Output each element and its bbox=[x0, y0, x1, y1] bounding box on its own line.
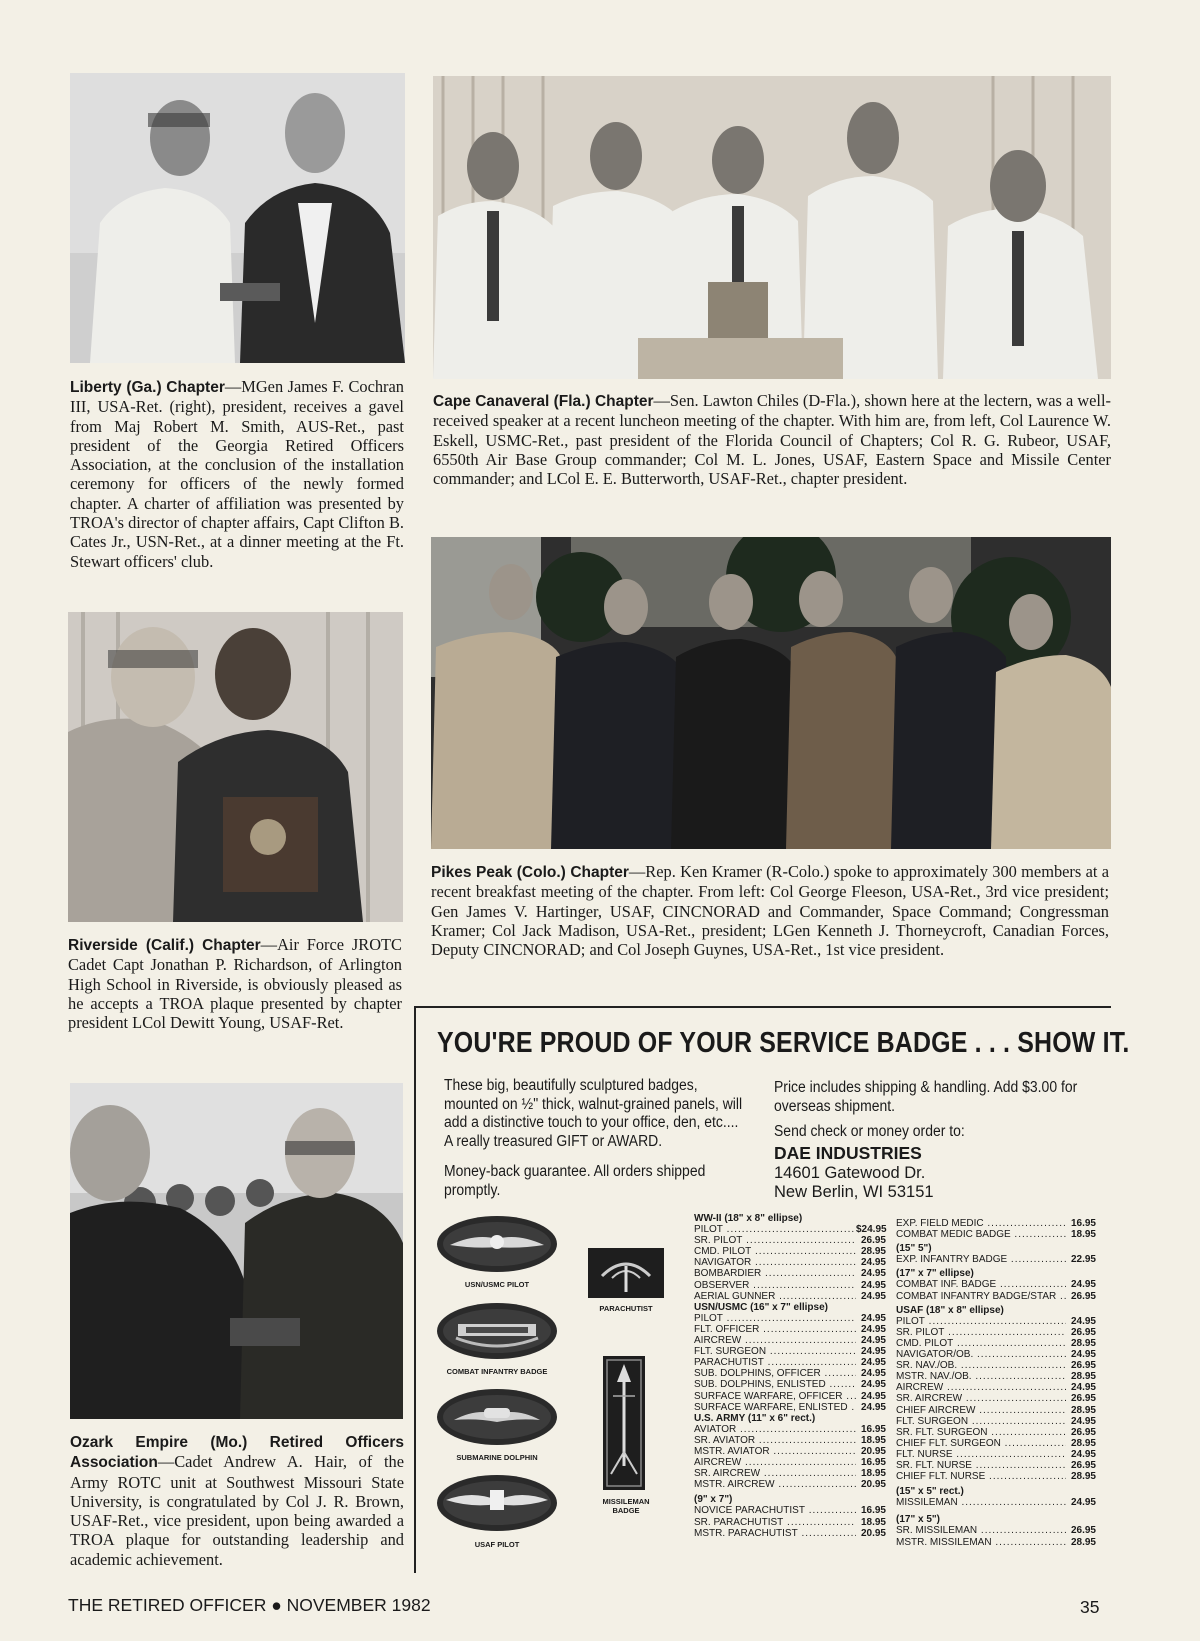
price-item-price: 26.95 bbox=[1070, 1525, 1096, 1537]
price-subheader: (9" x 7") bbox=[694, 1494, 733, 1506]
price-item-name: CHIEF FLT. SURGEON ..... bbox=[896, 1438, 1066, 1449]
caption-pikes-peak-lead: Pikes Peak (Colo.) Chapter bbox=[431, 864, 629, 881]
price-item-name: CHIEF FLT. NURSE ..... bbox=[896, 1471, 1066, 1482]
price-item-name: AIRCREW ..... bbox=[694, 1335, 856, 1346]
price-item-price: 18.95 bbox=[860, 1516, 886, 1528]
price-item-name: SR. MISSILEMAN ..... bbox=[896, 1525, 1066, 1536]
price-item-price: 22.95 bbox=[1070, 1254, 1096, 1266]
price-subheader: (15" 5") bbox=[896, 1243, 932, 1255]
price-item-name: SR. PILOT ..... bbox=[694, 1235, 856, 1246]
price-item[interactable] bbox=[694, 1402, 886, 1413]
price-item-price: 26.95 bbox=[1070, 1426, 1096, 1438]
price-item-price: 24.95 bbox=[860, 1290, 886, 1302]
price-item-price: 26.95 bbox=[1070, 1459, 1096, 1471]
price-item-price: 20.95 bbox=[860, 1479, 886, 1491]
price-item-price: 24.95 bbox=[860, 1379, 886, 1391]
price-item[interactable] bbox=[896, 1229, 1096, 1240]
price-item-price: 26.95 bbox=[1070, 1360, 1096, 1372]
price-item-name: AIRCREW ..... bbox=[694, 1457, 856, 1468]
price-item-name: FLT. OFFICER ..... bbox=[694, 1324, 856, 1335]
price-header: USAF (18" x 8" ellipse) bbox=[896, 1304, 1004, 1316]
price-item[interactable] bbox=[896, 1218, 1096, 1229]
price-item[interactable] bbox=[896, 1349, 1096, 1360]
caption-pikes-peak bbox=[431, 862, 1109, 959]
price-item-name: FLT. NURSE ..... bbox=[896, 1449, 1066, 1460]
price-item-price: 24.95 bbox=[1070, 1415, 1096, 1427]
price-header: U.S. ARMY (11" x 6" rect.) bbox=[694, 1412, 816, 1424]
price-item-name: SR. FLT. SURGEON ..... bbox=[896, 1427, 1066, 1438]
ad-guarantee: Money-back guarantee. All orders shipped promptly. bbox=[444, 1163, 706, 1199]
caption-riverside-text: —Air Force JROTC Cadet Capt Jonathan P. Richardson, of Arlington High School in Riverside, is obviously pleased as he accepts a TROA plaque presented by chapter president LCol Dewitt Young, USAF-Ret. bbox=[68, 935, 402, 1033]
missileman-badge-icon bbox=[603, 1356, 645, 1490]
ad-description: These big, beautifully sculptured badges, mounted on ½" thick, walnut-grained panels, will add a distinctive touch to your office, den, etc.... A really treasured GIFT or AWARD. bbox=[444, 1077, 743, 1150]
price-item-name: PILOT ..... bbox=[896, 1316, 1066, 1327]
price-item[interactable] bbox=[694, 1280, 886, 1291]
price-item-price: 24.95 bbox=[860, 1323, 886, 1335]
ad-company-name: DAE INDUSTRIES bbox=[774, 1143, 922, 1163]
ad-street-address: 14601 Gatewood Dr. bbox=[774, 1164, 926, 1182]
price-item[interactable] bbox=[896, 1405, 1096, 1416]
price-item[interactable] bbox=[694, 1517, 886, 1528]
footer-page-number: 35 bbox=[1080, 1597, 1100, 1617]
price-item-price: 16.95 bbox=[860, 1423, 886, 1435]
price-item[interactable] bbox=[694, 1224, 886, 1235]
price-item-price: 24.95 bbox=[860, 1346, 886, 1358]
price-item[interactable] bbox=[896, 1471, 1096, 1482]
parachutist-badge-label: PARACHUTIST bbox=[599, 1304, 653, 1313]
price-item[interactable] bbox=[896, 1360, 1096, 1371]
price-item[interactable] bbox=[694, 1446, 886, 1457]
caption-cape-canaveral bbox=[433, 391, 1111, 488]
price-item-price: 16.95 bbox=[860, 1457, 886, 1469]
caption-pikes-peak-text: —Rep. Ken Kramer (R-Colo.) spoke to approximately 300 members at a recent breakfast meeting of the chapter. From left: Col George Fleeson, USA-Ret., 3rd vice president; Gen James V. Hartinger, USAF, CINCNORAD and Commander, Space Command; Congressman Kramer; Col Jack Madison, USA-Ret., president; LGen Kenneth J. Thorneycroft, Canadian Forces, Deputy CINCNORAD; and Col Joseph Guynes, USA-Ret., 1st vice president. bbox=[431, 862, 1109, 960]
usaf-pilot-badge-icon bbox=[436, 1474, 558, 1532]
price-item[interactable] bbox=[896, 1279, 1096, 1290]
price-item-price: 16.95 bbox=[1070, 1218, 1096, 1229]
ad-city-address: New Berlin, WI 53151 bbox=[774, 1183, 934, 1201]
price-item-price: 24.95 bbox=[1070, 1497, 1096, 1509]
price-item[interactable] bbox=[896, 1449, 1096, 1460]
price-item[interactable] bbox=[896, 1460, 1096, 1471]
price-item-name: FLT. SURGEON ..... bbox=[694, 1346, 856, 1357]
price-item[interactable] bbox=[896, 1416, 1096, 1427]
price-item-price: 24.95 bbox=[1070, 1448, 1096, 1460]
price-item-price: $24.95 bbox=[856, 1224, 887, 1236]
price-subheader: (17" x 7" ellipse) bbox=[896, 1268, 974, 1280]
price-item-name: SURFACE WARFARE, ENLISTED ..... bbox=[694, 1402, 856, 1413]
price-item-price: 24.95 bbox=[1070, 1382, 1096, 1394]
price-item-name: NAVIGATOR/OB. ..... bbox=[896, 1349, 1066, 1360]
missileman-badge-label: MISSILEMAN BADGE bbox=[602, 1497, 650, 1515]
caption-liberty bbox=[70, 377, 404, 571]
price-item-name: PILOT ..... bbox=[694, 1224, 856, 1235]
price-item-name: CHIEF AIRCREW ..... bbox=[896, 1405, 1066, 1416]
price-item[interactable] bbox=[896, 1393, 1096, 1404]
price-item-name: PILOT ..... bbox=[694, 1313, 856, 1324]
price-item-price: 28.95 bbox=[1070, 1404, 1096, 1416]
price-item-price: 26.95 bbox=[860, 1235, 886, 1247]
price-item[interactable] bbox=[694, 1424, 886, 1435]
price-item[interactable] bbox=[694, 1457, 886, 1468]
price-item-price: 26.95 bbox=[1070, 1393, 1096, 1405]
price-item[interactable] bbox=[896, 1291, 1096, 1302]
caption-liberty-text: —MGen James F. Cochran III, USA-Ret. (right), president, receives a gavel from Maj Robert M. Smith, AUS-Ret., past president of the Georgia Retired Officers Association, at the conclusion of the installation ceremony for officers of the newly formed chapter. A charter of affiliation was presented by TROA's director of chapter affairs, Capt Clifton B. Cates Jr., USN-Ret., at a dinner meeting at the Ft. Stewart officers' club. bbox=[70, 377, 404, 571]
ad-headline: YOU'RE PROUD OF YOUR SERVICE BADGE . . . SHOW IT. bbox=[437, 1027, 1130, 1059]
caption-riverside-lead: Riverside (Calif.) Chapter bbox=[68, 937, 261, 954]
price-item[interactable] bbox=[896, 1371, 1096, 1382]
price-item-name: SUB. DOLPHINS, ENLISTED ..... bbox=[694, 1379, 856, 1390]
price-item[interactable] bbox=[896, 1497, 1096, 1508]
price-item-name: COMBAT INFANTRY BADGE/STAR ..... bbox=[896, 1291, 1066, 1302]
price-item-name: MSTR. AIRCREW ..... bbox=[694, 1479, 856, 1490]
price-item-price: 24.95 bbox=[860, 1268, 886, 1280]
price-item-price: 24.95 bbox=[1070, 1279, 1096, 1291]
price-item-name: OBSERVER ..... bbox=[694, 1280, 856, 1291]
price-item[interactable] bbox=[896, 1327, 1096, 1338]
price-item-price: 18.95 bbox=[1070, 1229, 1096, 1241]
price-item-name: NAVIGATOR ..... bbox=[694, 1257, 856, 1268]
price-item[interactable] bbox=[694, 1479, 886, 1490]
price-item-name: MSTR. NAV./OB. ..... bbox=[896, 1371, 1066, 1382]
photo-liberty-chapter bbox=[70, 73, 405, 363]
price-item-name: MSTR. AVIATOR ..... bbox=[694, 1446, 856, 1457]
price-item-name: SR. NAV./OB. ..... bbox=[896, 1360, 1066, 1371]
caption-ozark-empire-lead: Ozark Empire (Mo.) Retired Officers Association bbox=[70, 1434, 404, 1472]
price-header: USN/USMC (16" x 7" ellipse) bbox=[694, 1301, 828, 1313]
caption-cape-canaveral-lead: Cape Canaveral (Fla.) Chapter bbox=[433, 393, 654, 410]
price-item[interactable] bbox=[694, 1468, 886, 1479]
price-item[interactable] bbox=[694, 1335, 886, 1346]
ad-price-note: Price includes shipping & handling. Add $3.00 for overseas shipment. bbox=[774, 1079, 1078, 1115]
price-item-price: 26.95 bbox=[1070, 1290, 1096, 1302]
price-item-name: EXP. FIELD MEDIC ..... bbox=[896, 1218, 1066, 1229]
price-item-price: 28.95 bbox=[1070, 1437, 1096, 1449]
price-item[interactable] bbox=[694, 1346, 886, 1357]
price-item-name: SR. PARACHUTIST ..... bbox=[694, 1517, 856, 1528]
price-item-price: 24.95 bbox=[860, 1279, 886, 1291]
price-item-name: SR. AVIATOR ..... bbox=[694, 1435, 856, 1446]
price-item-name: SUB. DOLPHINS, OFFICER ..... bbox=[694, 1368, 856, 1379]
price-item[interactable] bbox=[694, 1291, 886, 1302]
price-item-price: 24.95 bbox=[860, 1335, 886, 1347]
price-item-price: 24.95 bbox=[1070, 1349, 1096, 1361]
photo-pikes-peak-chapter bbox=[431, 537, 1111, 849]
price-subheader: (15" x 5" rect.) bbox=[896, 1486, 964, 1498]
price-item-name: FLT. SURGEON ..... bbox=[896, 1416, 1066, 1427]
price-item[interactable] bbox=[896, 1316, 1096, 1327]
price-item[interactable] bbox=[896, 1438, 1096, 1449]
price-item-price: 20.95 bbox=[860, 1445, 886, 1457]
price-header: WW-II (18" x 8" ellipse) bbox=[694, 1213, 803, 1224]
price-item[interactable] bbox=[896, 1537, 1096, 1548]
price-list-right bbox=[896, 1218, 1096, 1548]
price-item-name: AIRCREW ..... bbox=[896, 1382, 1066, 1393]
price-list-left bbox=[694, 1213, 886, 1539]
price-item[interactable] bbox=[896, 1382, 1096, 1393]
caption-cape-canaveral-text: —Sen. Lawton Chiles (D-Fla.), shown here at the lectern, was a well-received speaker at a recent luncheon meeting of the chapter. With him are, from left, Col Laurence W. Eskell, USMC-Ret., past president of the Florida Council of Chapters; Col R. G. Rubeor, USAF, 6550th Air Base Group commander; Col M. L. Jones, USAF, Eastern Space and Missile Center commander; and LCol E. E. Butterworth, USAF-Ret., chapter president. bbox=[433, 391, 1111, 489]
price-item-name: PARACHUTIST ..... bbox=[694, 1357, 856, 1368]
price-item-price: 24.95 bbox=[860, 1257, 886, 1269]
ad-left-rule bbox=[414, 1006, 416, 1573]
combat-infantry-badge-label: COMBAT INFANTRY BADGE bbox=[446, 1367, 548, 1376]
price-item-price: 24.95 bbox=[860, 1357, 886, 1369]
photo-ozark-empire-association bbox=[70, 1083, 403, 1419]
price-item-price: 28.95 bbox=[1070, 1337, 1096, 1349]
photo-cape-canaveral-chapter bbox=[433, 76, 1111, 379]
price-item[interactable] bbox=[896, 1338, 1096, 1349]
price-item-name: MSTR. MISSILEMAN ..... bbox=[896, 1537, 1066, 1548]
price-item-price: 16.95 bbox=[860, 1505, 886, 1517]
price-item[interactable] bbox=[694, 1324, 886, 1335]
price-item-price: 24.95 bbox=[860, 1368, 886, 1380]
submarine-dolphin-badge-icon bbox=[436, 1388, 558, 1446]
price-item-name: AERIAL GUNNER ..... bbox=[694, 1291, 856, 1302]
price-item-name: COMBAT MEDIC BADGE ..... bbox=[896, 1229, 1066, 1240]
caption-liberty-lead: Liberty (Ga.) Chapter bbox=[70, 379, 225, 396]
price-item-price: 24.95 bbox=[1070, 1315, 1096, 1327]
price-item-name: EXP. INFANTRY BADGE ..... bbox=[896, 1254, 1066, 1265]
price-item-name: MSTR. PARACHUTIST ..... bbox=[694, 1528, 856, 1539]
price-item-price: 24.95 bbox=[860, 1401, 886, 1413]
submarine-dolphin-badge-label: SUBMARINE DOLPHIN bbox=[456, 1453, 538, 1462]
price-item[interactable] bbox=[694, 1257, 886, 1268]
price-item[interactable] bbox=[896, 1254, 1096, 1265]
parachutist-badge-icon bbox=[588, 1248, 664, 1298]
usn-pilot-badge-label: USN/USMC PILOT bbox=[464, 1280, 530, 1289]
price-item[interactable] bbox=[694, 1435, 886, 1446]
price-item-price: 28.95 bbox=[1070, 1471, 1096, 1483]
price-item[interactable] bbox=[694, 1268, 886, 1279]
price-item[interactable] bbox=[694, 1528, 886, 1539]
price-item-price: 28.95 bbox=[1070, 1536, 1096, 1548]
price-item-name: SR. AIRCREW ..... bbox=[896, 1393, 1066, 1404]
price-item[interactable] bbox=[694, 1391, 886, 1402]
price-item-name: BOMBARDIER ..... bbox=[694, 1268, 856, 1279]
price-item-name: CMD. PILOT ..... bbox=[694, 1246, 856, 1257]
price-item-price: 24.95 bbox=[860, 1390, 886, 1402]
price-item-name: SURFACE WARFARE, OFFICER ..... bbox=[694, 1391, 856, 1402]
combat-infantry-badge-icon bbox=[436, 1302, 558, 1360]
price-item[interactable] bbox=[694, 1379, 886, 1390]
price-item[interactable] bbox=[896, 1525, 1096, 1536]
caption-ozark-empire-text: —Cadet Andrew A. Hair, of the Army ROTC unit at Southwest Missouri State University, is congratulated by Col J. R. Brown, USAF-Ret., vice president, upon being awarded a TROA plaque for outstanding leadership and academic achievement. bbox=[70, 1452, 404, 1569]
price-item-price: 20.95 bbox=[860, 1527, 886, 1539]
price-subheader: (17" x 5") bbox=[896, 1514, 940, 1526]
price-item[interactable] bbox=[896, 1427, 1096, 1438]
caption-ozark-empire bbox=[70, 1432, 404, 1569]
price-item[interactable] bbox=[694, 1357, 886, 1368]
usaf-pilot-badge-label: USAF PILOT bbox=[474, 1540, 520, 1549]
price-item-name: SR. FLT. NURSE ..... bbox=[896, 1460, 1066, 1471]
price-item[interactable] bbox=[694, 1235, 886, 1246]
price-item[interactable] bbox=[694, 1368, 886, 1379]
ad-send-note: Send check or money order to: bbox=[774, 1123, 965, 1140]
price-item-name: AVIATOR ..... bbox=[694, 1424, 856, 1435]
ad-top-rule bbox=[414, 1006, 1111, 1008]
price-item-price: 24.95 bbox=[860, 1312, 886, 1324]
price-item-price: 18.95 bbox=[860, 1434, 886, 1446]
caption-riverside bbox=[68, 935, 402, 1032]
price-item[interactable] bbox=[694, 1313, 886, 1324]
price-item-name: SR. AIRCREW ..... bbox=[694, 1468, 856, 1479]
footer-publication: THE RETIRED OFFICER ● NOVEMBER 1982 bbox=[68, 1595, 431, 1615]
usn-pilot-badge-icon bbox=[436, 1215, 558, 1273]
photo-riverside-chapter bbox=[68, 612, 403, 922]
price-item-price: 28.95 bbox=[1070, 1371, 1096, 1383]
price-item-price: 28.95 bbox=[860, 1246, 886, 1258]
price-item-price: 26.95 bbox=[1070, 1326, 1096, 1338]
price-item[interactable] bbox=[694, 1246, 886, 1257]
price-item[interactable] bbox=[694, 1505, 886, 1516]
price-item-price: 18.95 bbox=[860, 1468, 886, 1480]
price-item-name: CMD. PILOT ..... bbox=[896, 1338, 1066, 1349]
price-item-name: COMBAT INF. BADGE ..... bbox=[896, 1279, 1066, 1290]
price-item-name: MISSILEMAN ..... bbox=[896, 1497, 1066, 1508]
price-item-name: NOVICE PARACHUTIST ..... bbox=[694, 1505, 856, 1516]
price-item-name: SR. PILOT ..... bbox=[896, 1327, 1066, 1338]
